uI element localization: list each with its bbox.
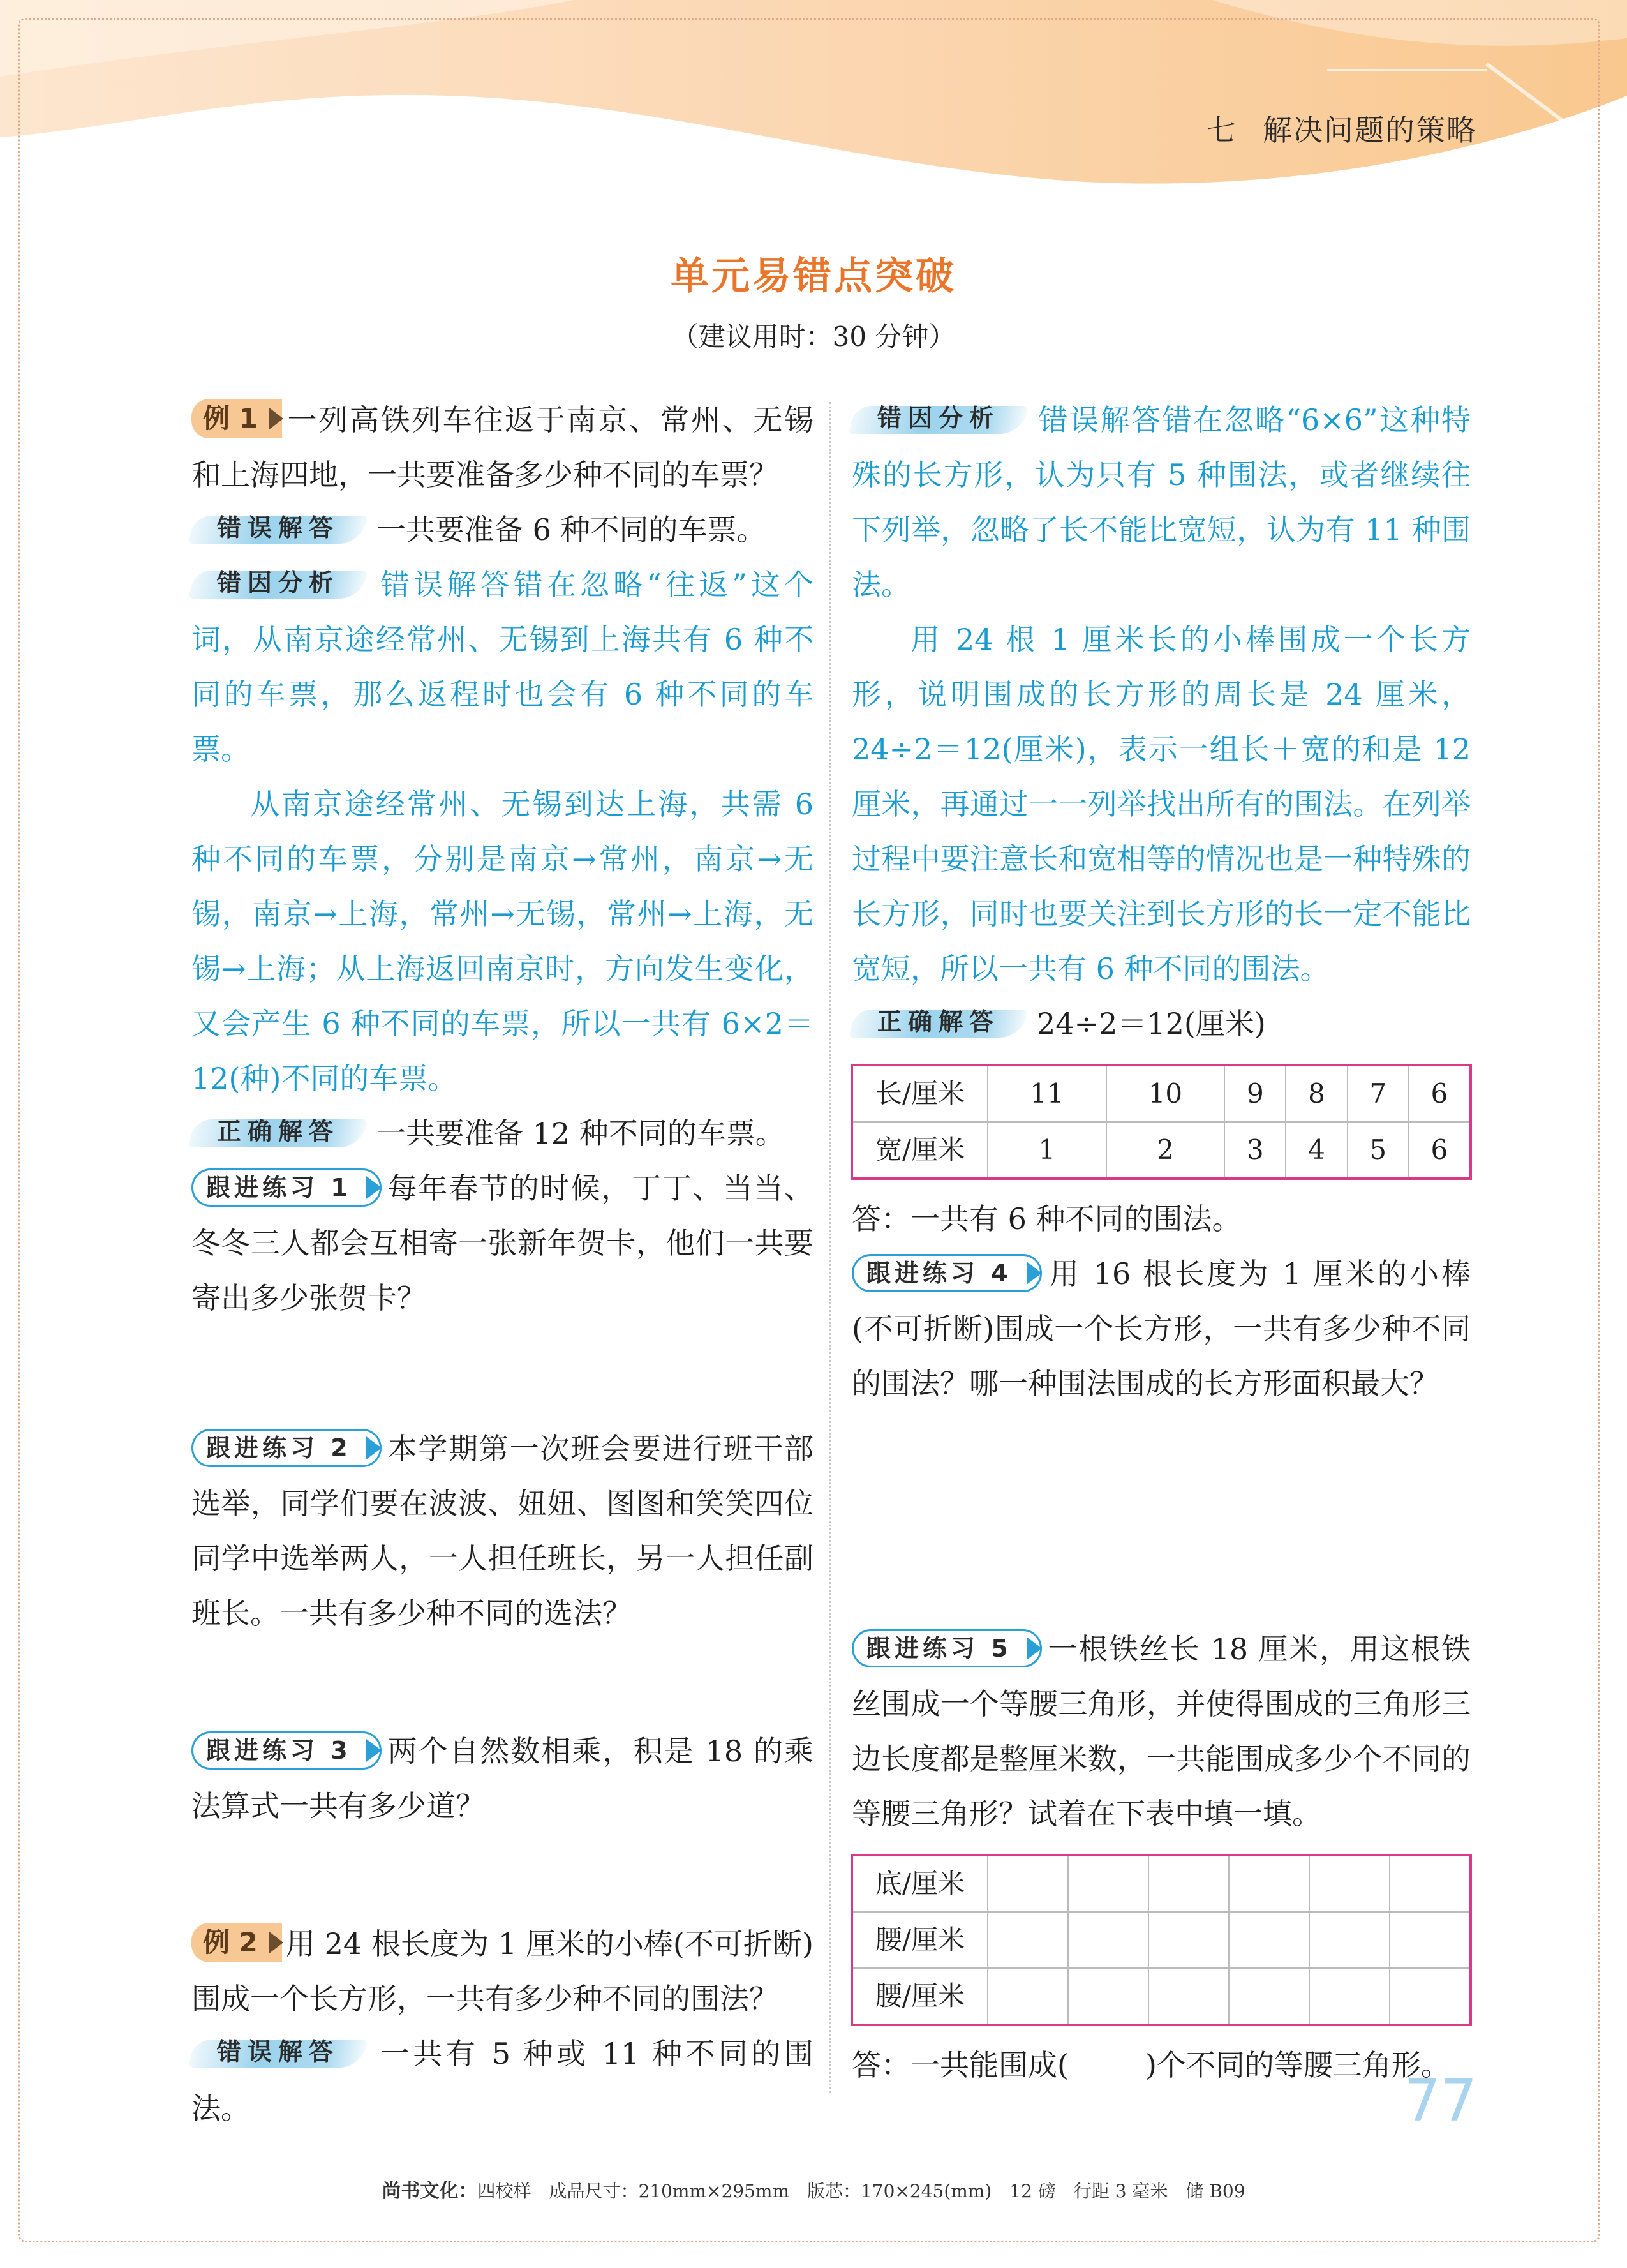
- right-column: [852, 392, 1471, 2093]
- chapter-number: 七: [1207, 113, 1237, 147]
- practice-2: 跟进练习 2 本学期第一次班会要进行班干部选举，同学们要在波波、妞妞、图图和笑笑四位同学中选举两人，一人担任班长，另一人担任副班长。一共有多少种不同的选法？: [191, 1421, 814, 1641]
- blank-cell[interactable]: [1309, 1856, 1390, 1912]
- table-cell: 10: [1106, 1066, 1225, 1122]
- blank-cell[interactable]: [1068, 1856, 1148, 1912]
- table-cell: 5: [1348, 1122, 1409, 1178]
- example-2-question: 例 2 用 24 根长度为 1 厘米的小棒(不可折断)围成一个长方形，一共有多少种不同的围法？: [191, 1916, 814, 2026]
- table-header-cell: 腰/厘米: [852, 1968, 988, 2024]
- table-row: [852, 1066, 1470, 1122]
- print-footer: [0, 2175, 1627, 2203]
- blank-cell[interactable]: [1390, 1912, 1470, 1968]
- blank-cell[interactable]: [1148, 1856, 1229, 1912]
- length-width-table: [852, 1065, 1471, 1179]
- blank-cell[interactable]: [1309, 1968, 1390, 2024]
- practice-3: 跟进练习 3 两个自然数相乘，积是 18 的乘法算式一共有多少道？: [191, 1724, 814, 1833]
- blank-cell[interactable]: [1148, 1968, 1229, 2024]
- blank-cell[interactable]: [1229, 1856, 1309, 1912]
- example-2-badge: 例 2: [191, 1923, 282, 1962]
- table-cell: 7: [1348, 1066, 1409, 1122]
- wrong-answer-tag: 错误解答: [191, 509, 365, 546]
- practice-1-badge: 跟进练习 1: [191, 1168, 382, 1207]
- column-divider: [829, 402, 831, 2093]
- example-2-correct-answer: 正确解答 24÷2＝12(厘米): [852, 996, 1471, 1051]
- table-cell: 2: [1106, 1122, 1225, 1178]
- chapter-header: [1207, 107, 1477, 149]
- blank-cell[interactable]: [988, 1856, 1068, 1912]
- table-cell: 1: [988, 1122, 1106, 1178]
- answer-space-4: [852, 1411, 1471, 1622]
- example-1-wrong-answer: 错误解答 一共要准备 6 种不同的车票。: [191, 502, 814, 557]
- blank-cell[interactable]: [1390, 1856, 1470, 1912]
- table-cell: 3: [1224, 1122, 1286, 1178]
- error-analysis-tag-2: 错因分析: [852, 399, 1025, 436]
- blank-cell[interactable]: [1068, 1912, 1148, 1968]
- practice-4-badge: 跟进练习 4: [852, 1254, 1042, 1292]
- table-row: [852, 1856, 1470, 1912]
- answer-1: 答：一共有 6 种不同的围法。: [852, 1202, 1242, 1236]
- footer-info: 四校样 成品尺寸：210mm×295mm 版芯：170×245(mm) 12 磅 行距 3 毫米 储 B09: [477, 2181, 1245, 2202]
- wrong-answer-tag-2: 错误解答: [191, 2033, 365, 2070]
- table-header-cell: 长/厘米: [852, 1066, 988, 1122]
- table-header-cell: 腰/厘米: [852, 1912, 988, 1968]
- blank-cell[interactable]: [1390, 1968, 1470, 2024]
- example-1-question: 例 1 一列高铁列车往返于南京、常州、无锡和上海四地，一共要准备多少种不同的车票？: [191, 392, 814, 502]
- example-1-analysis: 错因分析 错误解答错在忽略“往返”这个词，从南京途经常州、无锡到上海共有 6 种不同的车票，那么返程时也会有 6 种不同的车票。: [191, 557, 814, 777]
- correct-answer-tag-2: 正确解答: [852, 1003, 1025, 1040]
- table-header-cell: 宽/厘米: [852, 1122, 988, 1178]
- chapter-title: 解决问题的策略: [1263, 113, 1477, 147]
- blank-cell[interactable]: [1068, 1968, 1148, 2024]
- example-2-wrong-answer: 错误解答 一共有 5 种或 11 种不同的围法。: [191, 2026, 814, 2136]
- blank-cell[interactable]: [1309, 1912, 1390, 1968]
- table-cell: 6: [1409, 1122, 1470, 1178]
- example-1-badge: 例 1: [191, 399, 282, 438]
- page-number: 77: [1404, 2068, 1477, 2135]
- practice-1: 跟进练习 1 每年春节的时候，丁丁、当当、冬冬三人都会互相寄一张新年贺卡，他们一共要寄出多少张贺卡？: [191, 1161, 814, 1325]
- blank-cell[interactable]: [988, 1968, 1068, 2024]
- example-1-correct-answer: 正确解答 一共要准备 12 种不同的车票。: [191, 1106, 814, 1161]
- practice-5: 跟进练习 5 一根铁丝长 18 厘米，用这根铁丝围成一个等腰三角形，并使得围成的三角形三边长度都是整厘米数，一共能围成多少个不同的等腰三角形？试着在下表中填一填。: [852, 1622, 1471, 1841]
- practice-4: 跟进练习 4 用 16 根长度为 1 厘米的小棒(不可折断)围成一个长方形，一共有多少种不同的围法？哪一种围法围成的长方形面积最大？: [852, 1246, 1471, 1411]
- blank-cell[interactable]: [988, 1912, 1068, 1968]
- practice-3-badge: 跟进练习 3: [191, 1731, 382, 1770]
- answer-space-3: [191, 1833, 814, 1916]
- page-title: 单元易错点突破: [671, 254, 956, 299]
- table-cell: 8: [1286, 1066, 1347, 1122]
- practice-5-badge: 跟进练习 5: [852, 1629, 1042, 1667]
- table-row: [852, 1122, 1470, 1178]
- table-cell: 6: [1409, 1066, 1470, 1122]
- table-cell: 11: [988, 1066, 1106, 1122]
- blank-cell[interactable]: [1229, 1912, 1309, 1968]
- answer-2: 答：一共能围成( )个不同的等腰三角形。: [852, 2048, 1450, 2082]
- footer-brand: 尚书文化：: [382, 2180, 478, 2202]
- table-cell: 4: [1286, 1122, 1347, 1178]
- example-2-analysis-detail: 用 24 根 1 厘米长的小棒围成一个长方形，说明围成的长方形的周长是 24 厘米，24÷2＝12(厘米)，表示一组长＋宽的和是 12 厘米，再通过一一列举找出所有的围法。在列举过程中要注意长和宽相等的情况也是一种特殊的长方形，同时也要关注到长方形的长一定不能比宽短，所以一共有 6 种不同的围法。: [852, 622, 1471, 986]
- practice-2-badge: 跟进练习 2: [191, 1429, 382, 1467]
- blank-cell[interactable]: [1229, 1968, 1309, 2024]
- blank-cell[interactable]: [1148, 1912, 1229, 1968]
- table-cell: 9: [1224, 1066, 1286, 1122]
- page-subtitle: （建议用时：30 分钟）: [671, 321, 956, 352]
- triangle-table: [852, 1855, 1471, 2025]
- correct-answer-tag: 正确解答: [191, 1113, 365, 1150]
- table-header-cell: 底/厘米: [852, 1856, 988, 1912]
- answer-space-2: [191, 1641, 814, 1724]
- table-row: [852, 1968, 1470, 2024]
- error-analysis-tag: 错因分析: [191, 564, 365, 601]
- answer-space-1: [191, 1325, 814, 1421]
- example-2-analysis: 错因分析 错误解答错在忽略“6×6”这种特殊的长方形，认为只有 5 种围法，或者继续往下列举，忽略了长不能比宽短，认为有 11 种围法。: [852, 392, 1471, 612]
- example-1-analysis-detail: 从南京途经常州、无锡到达上海，共需 6 种不同的车票，分别是南京→常州，南京→无锡，南京→上海，常州→无锡，常州→上海，无锡→上海；从上海返回南京时，方向发生变化，又会产生 6 种不同的车票，所以一共有 6×2＝12(种)不同的车票。: [191, 787, 814, 1096]
- left-column: [191, 392, 814, 2136]
- table-row: [852, 1912, 1470, 1968]
